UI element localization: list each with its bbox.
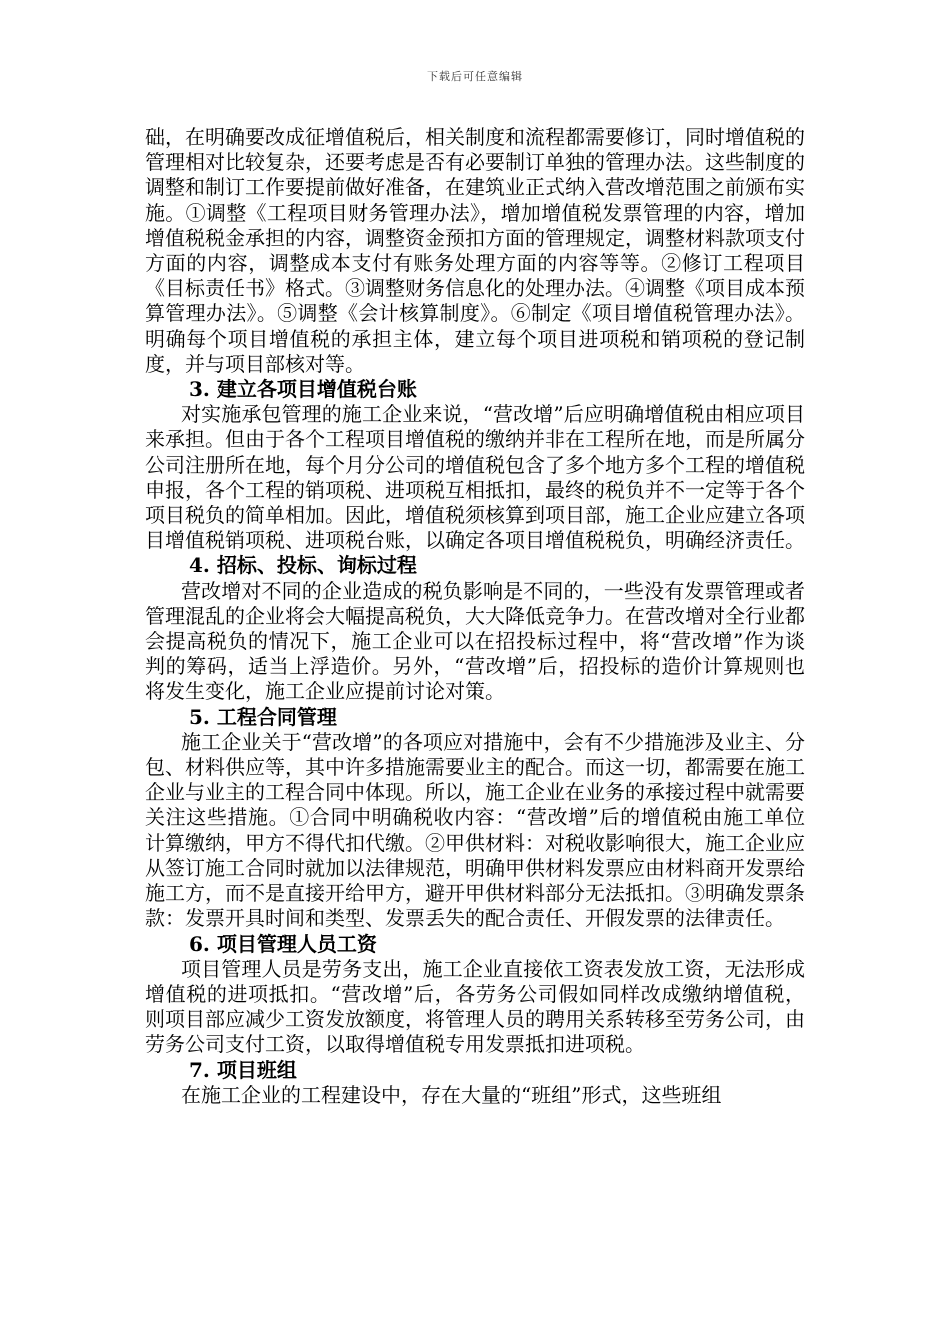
section-heading-5: 5. 工程合同管理 bbox=[189, 704, 337, 729]
section-heading-3: 3. 建立各项目增值税台账 bbox=[189, 377, 417, 402]
paragraph-section-5: 施工企业关于“营改增”的各项应对措施中，会有不少措施涉及业主、分包、材料供应等，其中许多措施需要业主的配合。而这一切，都需要在施工企业与业主的工程合同中体现。所以，施工企业在业务的承接过程中就需要关注这些措施。①合同中明确税收内容：“营改增”后的增值税由施工单位计算缴纳，甲方不得代扣代缴。②甲供材料：对税收影响很大，施工企业应从签订施工合同时就加以法律规范，明确甲供材料发票应由材料商开发票给施工方，而不是直接开给甲方，避开甲供材料部分无法抵扣。③明确发票条款：发票开具时间和类型、发票丢失的配合责任、开假发票的法律责任。 bbox=[145, 729, 805, 931]
document-body bbox=[145, 125, 805, 1108]
paragraph-section-3: 对实施承包管理的施工企业来说，“营改增”后应明确增值税由相应项目来承担。但由于各个工程项目增值税的缴纳并非在工程所在地，而是所属分公司注册所在地，每个月分公司的增值税包含了多个地方多个工程的增值税申报，各个工程的销项税、进项税互相抵扣，最终的税负并不一定等于各个项目税负的简单相加。因此，增值税须核算到项目部，施工企业应建立各项目增值税销项税、进项税台账，以确定各项目增值税税负，明确经济责任。 bbox=[145, 402, 805, 553]
section-heading-6: 6. 项目管理人员工资 bbox=[189, 931, 377, 956]
section-heading-4: 4. 招标、投标、询标过程 bbox=[189, 553, 417, 578]
paragraph-section-4: 营改增对不同的企业造成的税负影响是不同的，一些没有发票管理或者管理混乱的企业将会大幅提高税负，大大降低竞争力。在营改增对全行业都会提高税负的情况下，施工企业可以在招投标过程中，将“营改增”作为谈判的筹码，适当上浮造价。另外，“营改增”后，招投标的造价计算规则也将发生变化，施工企业应提前讨论对策。 bbox=[145, 578, 805, 704]
paragraph-section-7: 在施工企业的工程建设中，存在大量的“班组”形式，这些班组 bbox=[181, 1082, 722, 1107]
page-header: 下载后可任意编辑 bbox=[427, 70, 523, 83]
paragraph-intro: 础，在明确要改成征增值税后，相关制度和流程都需要修订，同时增值税的管理相对比较复杂，还要考虑是否有必要制订单独的管理办法。这些制度的调整和制订工作要提前做好准备，在建筑业正式纳入营改增范围之前颁布实施。①调整《工程项目财务管理办法》，增加增值税发票管理的内容，增加增值税税金承担的内容，调整资金预扣方面的管理规定，调整材料款项支付方面的内容，调整成本支付有账务处理方面的内容等等。②修订工程项目《目标责任书》格式。③调整财务信息化的处理办法。④调整《项目成本预算管理办法》。⑤调整《会计核算制度》。⑥制定《项目增值税管理办法》。明确每个项目增值税的承担主体，建立每个项目进项税和销项税的登记制度，并与项目部核对等。 bbox=[145, 125, 805, 376]
section-heading-7: 7. 项目班组 bbox=[189, 1057, 297, 1082]
paragraph-section-6: 项目管理人员是劳务支出，施工企业直接依工资表发放工资，无法形成增值税的进项抵扣。“营改增”后，各劳务公司假如同样改成缴纳增值税，则项目部应减少工资发放额度，将管理人员的聘用关系转移至劳务公司，由劳务公司支付工资，以取得增值税专用发票抵扣进项税。 bbox=[145, 956, 805, 1057]
